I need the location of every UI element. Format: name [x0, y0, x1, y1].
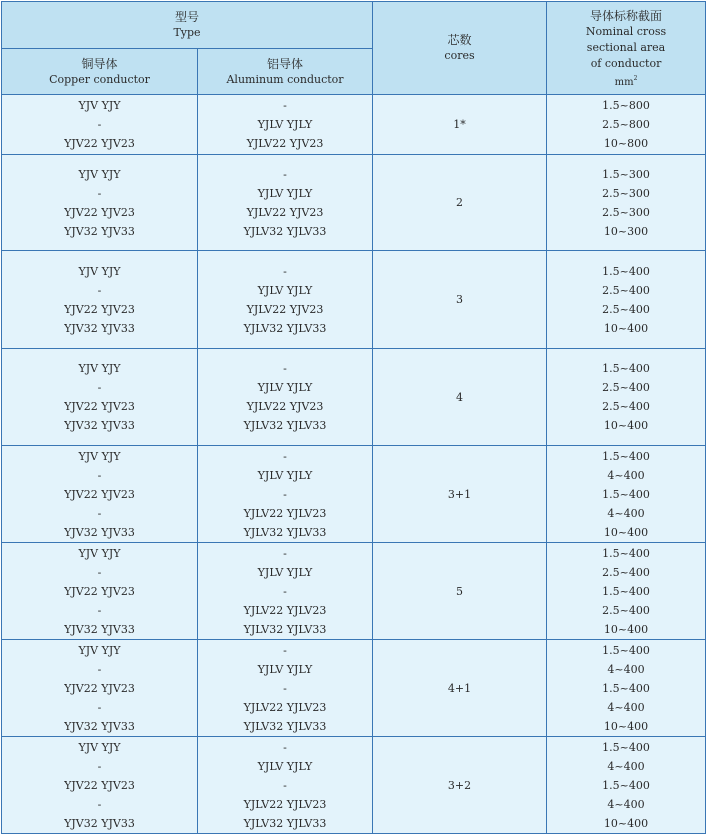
aluminum-cell — [198, 95, 373, 155]
area-cell-line: 10~400 — [603, 719, 649, 733]
aluminum-cell-line: YJLV22 YJV23 — [246, 205, 324, 219]
table-row — [2, 349, 706, 446]
aluminum-cell-line: YJLV YJLY — [257, 565, 313, 579]
type-header-en: Type — [173, 26, 201, 39]
aluminum-cell-line: YJLV YJLY — [257, 283, 313, 297]
copper-cell-line: - — [97, 186, 102, 200]
aluminum-cell-line: YJLV22 YJV23 — [246, 400, 324, 413]
table-row — [2, 543, 706, 640]
area-cell — [547, 155, 706, 251]
copper-cell-line: - — [97, 797, 102, 811]
aluminum-header-cn: 铝导体 — [267, 56, 304, 71]
copper-cell-line: YJV32 YJV33 — [64, 224, 135, 238]
type-header — [2, 2, 373, 49]
area-cell-line: 2.5~400 — [602, 381, 650, 394]
aluminum-cell-line: YJLV32 YJLV33 — [243, 224, 327, 238]
aluminum-header — [198, 49, 373, 95]
area-cell-line: 4~400 — [607, 468, 645, 482]
area-cell — [547, 349, 706, 446]
cores-cell: 1* — [373, 95, 547, 155]
aluminum-cell — [198, 640, 373, 737]
area-cell-line: 1.5~400 — [602, 362, 650, 375]
copper-cell-line: - — [97, 468, 102, 482]
area-unit-sup: 2 — [633, 74, 638, 82]
area-cell-line: 2.5~400 — [602, 565, 650, 579]
area-cell — [547, 543, 706, 640]
aluminum-cell-line: - — [283, 487, 287, 501]
table-row — [2, 155, 706, 251]
aluminum-cell-line: YJLV22 YJLV23 — [243, 506, 327, 520]
area-cell-line: 2.5~400 — [602, 283, 650, 297]
copper-cell-line: YJV YJY — [78, 264, 121, 278]
cable-spec-table — [1, 1, 706, 834]
copper-cell-line: YJV32 YJV33 — [64, 321, 135, 335]
cores-cell: 4+1 — [373, 640, 547, 737]
aluminum-cell-line: YJLV YJLY — [257, 662, 313, 676]
aluminum-cell-line: - — [283, 449, 287, 463]
copper-header-en: Copper conductor — [49, 72, 150, 86]
copper-cell — [2, 155, 198, 251]
aluminum-cell-line: - — [283, 362, 287, 375]
aluminum-cell-line: - — [283, 584, 287, 598]
copper-cell-line: YJV32 YJV33 — [64, 719, 135, 733]
area-cell-line: 2.5~800 — [602, 118, 650, 131]
copper-cell — [2, 349, 198, 446]
aluminum-cell — [198, 349, 373, 446]
copper-header — [2, 49, 198, 95]
copper-cell-line: YJV32 YJV33 — [64, 419, 135, 432]
area-cell-line: 2.5~300 — [602, 186, 650, 200]
copper-cell-line: YJV22 YJV23 — [64, 584, 135, 598]
copper-cell — [2, 640, 198, 737]
area-cell-line: 1.5~400 — [602, 487, 650, 501]
aluminum-cell-line: - — [283, 681, 287, 695]
aluminum-cell-line: - — [283, 778, 287, 792]
copper-cell-line: - — [97, 662, 102, 676]
cores-cell: 5 — [373, 543, 547, 640]
area-cell-line: 1.5~400 — [602, 740, 650, 754]
aluminum-cell-line: - — [283, 546, 287, 560]
aluminum-cell — [198, 446, 373, 543]
area-cell — [547, 737, 706, 834]
aluminum-cell-line: - — [283, 99, 287, 112]
spec-body — [2, 95, 706, 834]
aluminum-cell-line: - — [283, 167, 287, 181]
copper-cell-line: - — [97, 700, 102, 714]
copper-cell-line: - — [97, 381, 102, 394]
area-cell-line: 2.5~400 — [602, 603, 650, 617]
area-cell-line: 2.5~300 — [602, 205, 650, 219]
area-header — [547, 2, 706, 95]
cores-cell: 3+1 — [373, 446, 547, 543]
aluminum-cell-line: YJLV32 YJLV33 — [243, 525, 327, 539]
copper-cell-line: YJV22 YJV23 — [64, 400, 135, 413]
area-cell — [547, 251, 706, 349]
copper-cell-line: YJV YJY — [78, 740, 121, 754]
copper-cell-line: - — [97, 283, 102, 297]
copper-cell-line: YJV22 YJV23 — [64, 778, 135, 792]
aluminum-cell — [198, 155, 373, 251]
area-cell-line: 1.5~800 — [602, 99, 650, 112]
aluminum-cell-line: YJLV22 YJV23 — [246, 302, 324, 316]
copper-cell-line: - — [97, 506, 102, 520]
cores-header — [373, 2, 547, 95]
area-cell-line: 1.5~400 — [602, 584, 650, 598]
aluminum-cell-line: YJLV YJLY — [257, 468, 313, 482]
area-cell-line: 1.5~400 — [602, 778, 650, 792]
type-header-cn: 型号 — [175, 10, 200, 24]
copper-cell — [2, 95, 198, 155]
aluminum-cell-line: - — [283, 264, 287, 278]
area-cell-line: 1.5~400 — [602, 546, 650, 560]
table-row — [2, 737, 706, 834]
area-cell-line: 1.5~400 — [602, 264, 650, 278]
aluminum-cell-line: YJLV22 YJLV23 — [243, 797, 327, 811]
area-unit-text: mm — [614, 76, 634, 88]
copper-cell-line: YJV YJY — [78, 546, 121, 560]
copper-cell-line: YJV22 YJV23 — [64, 137, 135, 150]
area-cell-line: 4~400 — [607, 662, 645, 676]
area-cell-line: 10~400 — [603, 622, 649, 636]
aluminum-cell-line: YJLV32 YJLV33 — [243, 719, 327, 733]
aluminum-cell-line: YJLV YJLY — [257, 118, 313, 131]
area-cell-line: 4~400 — [607, 506, 645, 520]
copper-cell-line: YJV22 YJV23 — [64, 681, 135, 695]
cores-cell: 3 — [373, 251, 547, 349]
aluminum-header-en: Aluminum conductor — [226, 72, 344, 86]
copper-cell-line: YJV22 YJV23 — [64, 205, 135, 219]
area-header-en-2: sectional area — [586, 40, 666, 54]
area-cell-line: 10~800 — [603, 137, 649, 150]
copper-cell-line: YJV YJY — [78, 167, 121, 181]
copper-cell — [2, 446, 198, 543]
copper-cell-line: YJV32 YJV33 — [64, 816, 135, 830]
area-cell-line: 2.5~400 — [602, 400, 650, 413]
area-cell-line: 1.5~300 — [602, 167, 650, 181]
aluminum-cell — [198, 251, 373, 349]
aluminum-cell-line: YJLV32 YJLV33 — [243, 622, 327, 636]
area-cell-line: 1.5~400 — [602, 681, 650, 695]
area-cell-line: 2.5~400 — [602, 302, 650, 316]
area-cell-line: 1.5~400 — [602, 643, 650, 657]
copper-cell-line: YJV22 YJV23 — [64, 487, 135, 501]
aluminum-cell-line: YJLV YJLY — [257, 186, 313, 200]
table-row — [2, 446, 706, 543]
area-cell-line: 10~400 — [603, 525, 649, 539]
copper-cell-line: YJV YJY — [78, 449, 121, 463]
area-cell — [547, 640, 706, 737]
cores-header-en: cores — [444, 49, 475, 62]
table-row — [2, 640, 706, 737]
copper-cell-line: - — [97, 603, 102, 617]
table-row — [2, 251, 706, 349]
area-cell-line: 4~400 — [607, 759, 645, 773]
copper-cell — [2, 543, 198, 640]
aluminum-cell-line: YJLV32 YJLV33 — [243, 419, 327, 432]
cores-cell: 4 — [373, 349, 547, 446]
area-cell-line: 10~400 — [603, 321, 649, 335]
aluminum-cell-line: YJLV32 YJLV33 — [243, 816, 327, 830]
aluminum-cell-line: YJLV YJLY — [257, 381, 313, 394]
copper-cell-line: - — [97, 118, 102, 131]
copper-header-cn: 铜导体 — [81, 56, 118, 71]
area-cell-line: 4~400 — [607, 797, 645, 811]
area-header-en-1: Nominal cross — [585, 24, 667, 38]
area-cell-line: 4~400 — [607, 700, 645, 714]
copper-cell — [2, 251, 198, 349]
area-cell-line: 1.5~400 — [602, 449, 650, 463]
area-header-en-3: of conductor — [590, 56, 662, 70]
table-row — [2, 95, 706, 155]
aluminum-cell — [198, 737, 373, 834]
copper-cell-line: YJV32 YJV33 — [64, 622, 135, 636]
aluminum-cell-line: YJLV22 YJV23 — [246, 137, 324, 150]
cores-cell: 3+2 — [373, 737, 547, 834]
copper-cell-line: YJV YJY — [78, 643, 121, 657]
area-cell-line: 10~300 — [603, 224, 649, 238]
copper-cell-line: YJV22 YJV23 — [64, 302, 135, 316]
area-header-cn: 导体标称截面 — [590, 8, 663, 23]
aluminum-cell-line: YJLV22 YJLV23 — [243, 603, 327, 617]
area-cell-line: 10~400 — [603, 816, 649, 830]
copper-cell-line: - — [97, 565, 102, 579]
cores-cell: 2 — [373, 155, 547, 251]
copper-cell-line: YJV YJY — [78, 99, 121, 112]
cores-header-cn: 芯数 — [447, 33, 472, 47]
aluminum-cell-line: YJLV YJLY — [257, 759, 313, 773]
area-cell — [547, 95, 706, 155]
copper-cell-line: YJV YJY — [78, 362, 121, 375]
area-cell — [547, 446, 706, 543]
aluminum-cell-line: YJLV32 YJLV33 — [243, 321, 327, 335]
copper-cell — [2, 737, 198, 834]
area-cell-line: 10~400 — [603, 419, 649, 432]
area-header-unit — [547, 72, 705, 89]
aluminum-cell-line: - — [283, 643, 287, 657]
copper-cell-line: - — [97, 759, 102, 773]
aluminum-cell — [198, 543, 373, 640]
aluminum-cell-line: YJLV22 YJLV23 — [243, 700, 327, 714]
aluminum-cell-line: - — [283, 740, 287, 754]
copper-cell-line: YJV32 YJV33 — [64, 525, 135, 539]
